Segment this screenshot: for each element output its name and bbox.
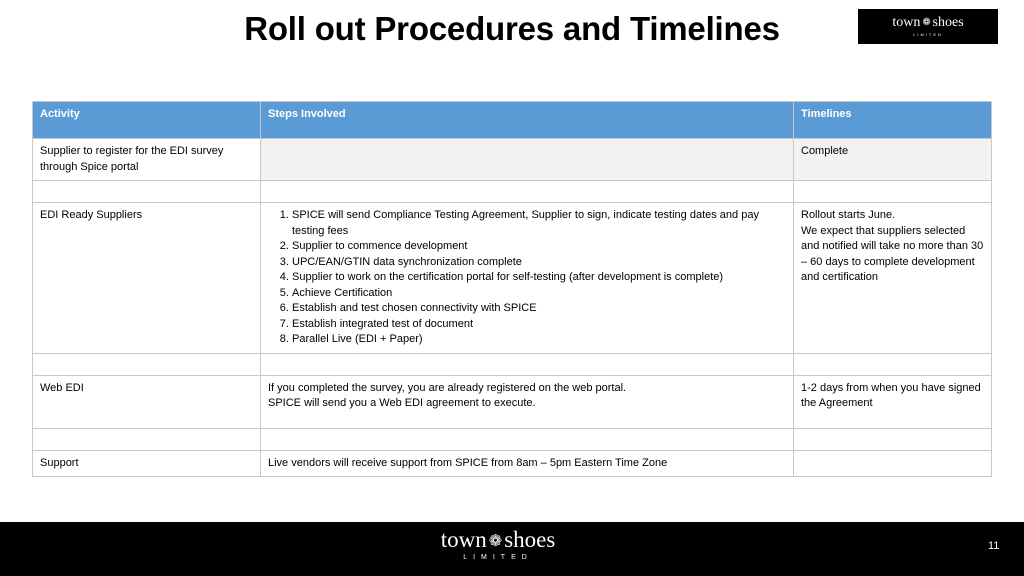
- edi-ready-timeline-line2: We expect that suppliers selected and notified will take no more than 30 – 60 days to complete development and certification: [801, 224, 984, 283]
- header-steps: Steps Involved: [261, 102, 794, 139]
- logo-word-town: town: [892, 15, 921, 31]
- edi-ready-activity: EDI Ready Suppliers: [33, 203, 261, 354]
- register-activity: Supplier to register for the EDI survey through Spice portal: [33, 139, 261, 181]
- table-row-spacer: [33, 353, 992, 375]
- logo-subtitle: LIMITED: [913, 32, 943, 38]
- web-edi-steps: [261, 375, 794, 428]
- edi-ready-timeline: [794, 203, 992, 354]
- steps-list: [268, 208, 786, 348]
- web-edi-activity: Web EDI: [33, 375, 261, 428]
- step-item: 6. Establish and test chosen connectivity with SPICE: [292, 301, 786, 317]
- step-item: 8. Parallel Live (EDI + Paper): [292, 332, 786, 348]
- edi-ready-steps: [261, 203, 794, 354]
- web-edi-timeline: 1-2 days from when you have signed the Agreement: [794, 375, 992, 428]
- header-timelines: Timelines: [794, 102, 992, 139]
- step-item: 7. Establish integrated test of document: [292, 317, 786, 333]
- page-number: 11: [988, 540, 1000, 552]
- logo-wordmark: [892, 16, 963, 30]
- rollout-table: [32, 101, 992, 477]
- edi-ready-timeline-line1: Rollout starts June.: [801, 209, 896, 221]
- support-activity: Support: [33, 450, 261, 477]
- support-timeline: [794, 450, 992, 477]
- footer-logo: [398, 528, 598, 562]
- register-timeline: Complete: [794, 139, 992, 181]
- table-row-web-edi: [33, 375, 992, 428]
- web-edi-steps-line1: If you completed the survey, you are already registered on the web portal.: [268, 381, 627, 394]
- table-row-edi-ready: [33, 203, 992, 354]
- flower-icon: ❁: [488, 532, 503, 550]
- table-row-register: [33, 139, 992, 181]
- step-item: 4. Supplier to work on the certification portal for self-testing (after development is complete): [292, 270, 786, 286]
- support-steps: Live vendors will receive support from SPICE from 8am – 5pm Eastern Time Zone: [261, 450, 794, 477]
- footer-logo-word-town: town: [440, 527, 487, 552]
- step-item: 3. UPC/EAN/GTIN data synchronization complete: [292, 255, 786, 271]
- web-edi-steps-line2: SPICE will send you a Web EDI agreement to execute.: [268, 397, 536, 409]
- town-shoes-logo: [858, 9, 998, 44]
- footer-logo-wordmark: [398, 528, 598, 554]
- slide-title: Roll out Procedures and Timelines: [244, 10, 780, 47]
- logo-word-shoes: shoes: [932, 15, 964, 31]
- step-item: 2. Supplier to commence development: [292, 239, 786, 255]
- register-steps: [261, 139, 794, 181]
- table-row-spacer: [33, 181, 992, 203]
- step-item: 1. SPICE will send Compliance Testing Agreement, Supplier to sign, indicate testing dates and pay testing fees: [292, 208, 786, 239]
- footer-logo-word-shoes: shoes: [504, 527, 556, 552]
- step-item: 5. Achieve Certification: [292, 286, 786, 302]
- footer-logo-subtitle: LIMITED: [463, 553, 533, 561]
- table-row-spacer: [33, 428, 992, 450]
- table-row-support: [33, 450, 992, 477]
- table-header-row: [33, 102, 992, 139]
- header-activity: Activity: [33, 102, 261, 139]
- flower-icon: ❁: [922, 16, 931, 28]
